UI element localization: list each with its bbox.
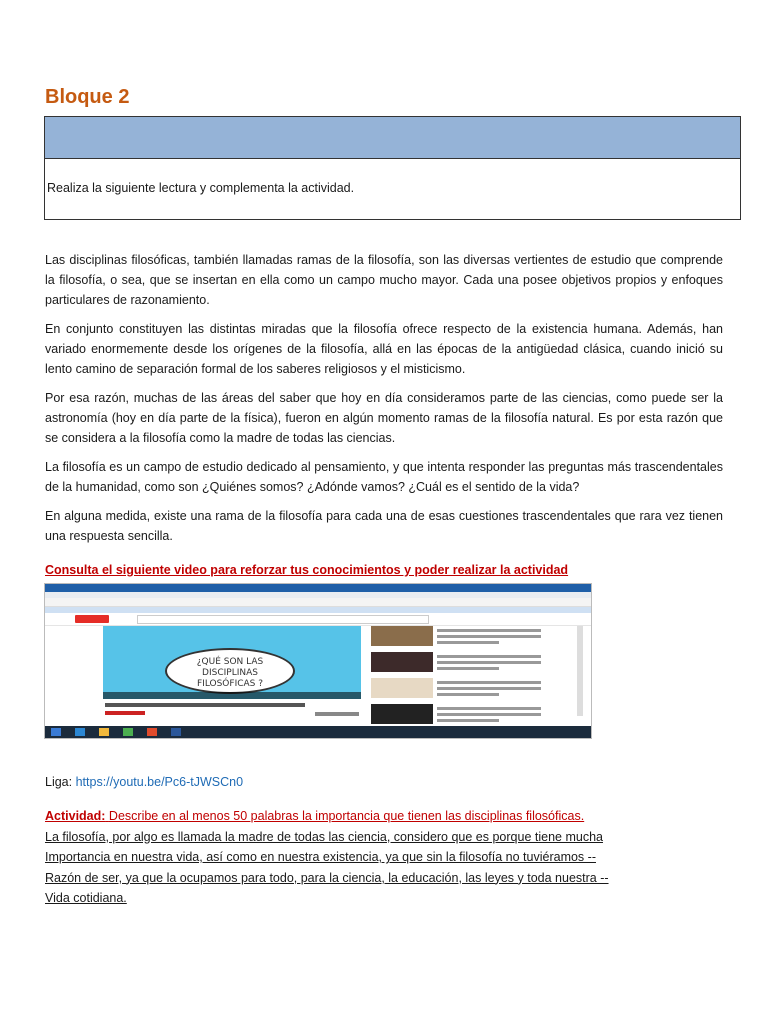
app-icon — [147, 728, 157, 736]
activity-section — [45, 806, 705, 909]
page-scrollbar — [577, 626, 583, 716]
paragraph: La filosofía es un campo de estudio dedicado al pensamiento, y que intenta responder las preguntas más trascendentales de la humanidad, como son ¿Quiénes somos? ¿Adónde vamos? ¿Cuál es el sentido de la vida? — [45, 460, 723, 494]
folder-icon — [99, 728, 109, 736]
related-video — [371, 678, 541, 700]
view-count — [315, 712, 359, 716]
windows-taskbar — [45, 726, 591, 738]
activity-label: Actividad: — [45, 809, 106, 823]
answer-line: Importancia en nuestra vida, así como en nuestra existencia, ya que sin la filosofía no tuviéramos -- — [45, 850, 596, 864]
related-video — [371, 626, 541, 648]
reading-text — [45, 250, 723, 555]
video-link[interactable]: https://youtu.be/Pc6-tJWSCn0 — [75, 775, 244, 789]
browser-titlebar — [45, 584, 591, 592]
cloud-graphic — [165, 648, 295, 694]
youtube-header — [45, 613, 591, 626]
related-video — [371, 652, 541, 674]
link-label: Liga: — [45, 775, 73, 789]
answer-line: Razón de ser, ya que la ocupamos para todo, para la ciencia, la educación, las leyes y toda nuestra -- — [45, 870, 609, 885]
start-icon — [51, 728, 61, 736]
answer-line: Vida cotidiana. — [45, 891, 127, 905]
svg-text:¿QUÉ SON LAS: ¿QUÉ SON LAS — [196, 657, 264, 667]
paragraph: En conjunto constituyen las distintas miradas que la filosofía ofrece respecto de la existencia humana. Además, han variado enormemente desde los orígenes de la filosofía, allá en las épocas de la antigüedad clásica, cuando inició su lento camino de separación formal de los saberes religiosos y el misticismo. — [45, 322, 723, 376]
related-video — [371, 704, 541, 726]
svg-text:DISCIPLINAS: DISCIPLINAS — [202, 668, 258, 678]
youtube-logo — [75, 615, 109, 623]
video-title — [105, 703, 305, 707]
answer-line: La filosofía, por algo es llamada la madre de todas las ciencia, considero que es porque tiene mucha — [45, 829, 603, 844]
video-overlay-text — [167, 650, 293, 692]
section-heading: Bloque 2 — [45, 86, 130, 108]
browser-address-bar — [45, 598, 591, 607]
browser-icon — [75, 728, 85, 736]
channel-subscribe — [105, 711, 145, 715]
paragraph: Las disciplinas filosóficas, también llamadas ramas de la filosofía, son las diversas vertientes de estudio que comprende la filosofía, o sea, que se insertan en ella como un campo mucho mayor. Cada una posee objetivos propios y enfoques particulares de razonamiento. — [45, 253, 723, 307]
activity-prompt: Describe en al menos 50 palabras la importancia que tienen las disciplinas filosóficas. — [108, 809, 585, 823]
svg-text:FILOSÓFICAS ?: FILOSÓFICAS ? — [196, 679, 264, 689]
link-line — [45, 775, 243, 789]
related-videos — [371, 626, 541, 730]
table-header-band — [45, 117, 740, 159]
video-screenshot — [44, 583, 592, 739]
instruction-text: Realiza la siguiente lectura y complementa la actividad. — [47, 181, 355, 195]
video-cta: Consulta el siguiente video para reforzar tus conocimientos y poder realizar la actividad — [45, 563, 569, 577]
word-icon — [171, 728, 181, 736]
player-controls — [103, 692, 361, 699]
youtube-search-box — [137, 615, 429, 624]
activity-prompt-line — [45, 806, 705, 827]
paragraph: En alguna medida, existe una rama de la filosofía para cada una de esas cuestiones trascendentales que rara vez tienen una respuesta sencilla. — [45, 509, 723, 543]
paragraph: Por esa razón, muchas de las áreas del saber que hoy en día consideramos parte de las ciencias, como puede ser la astronomía (hoy en día parte de la física), fueron en algún momento ramas de la filosofía natural. Es por esta razón que se considera a la filosofía como la madre de todas las ciencias. — [45, 391, 723, 445]
video-player — [103, 626, 361, 699]
instruction-table — [44, 116, 741, 220]
app-icon — [123, 728, 133, 736]
